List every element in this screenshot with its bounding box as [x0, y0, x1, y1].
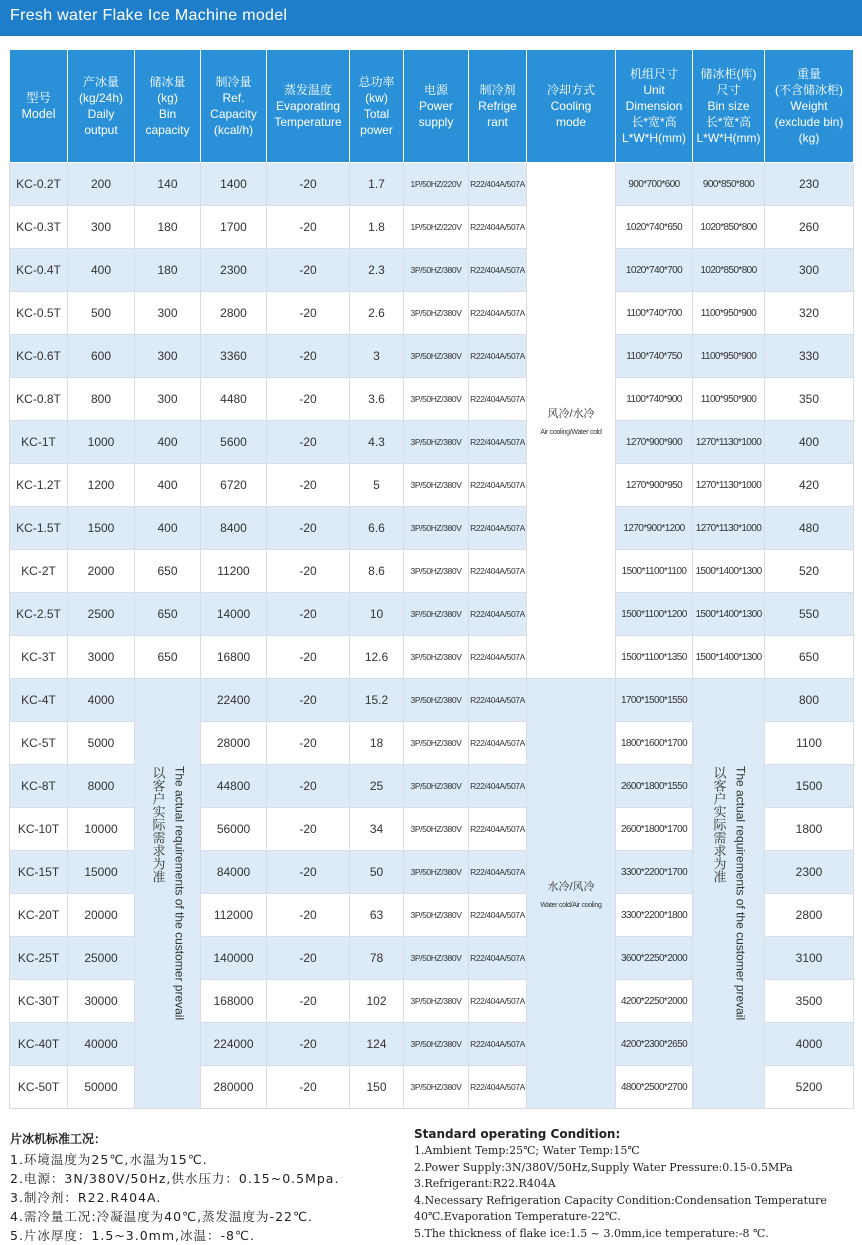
power-supply-cell: 3P/50HZ/380V: [404, 550, 469, 593]
ref-capacity-cell: 84000: [201, 851, 267, 894]
daily-output-cell: 1000: [68, 421, 135, 464]
header-unit-dimension: 机组尺寸 Unit Dimension 长*宽*高 L*W*H(mm): [616, 50, 693, 163]
refrigerant-cell: R22/404A/507A: [469, 765, 527, 808]
power-supply-cell: 3P/50HZ/380V: [404, 507, 469, 550]
bin-capacity-cell: 140: [135, 163, 201, 206]
table-row: [10, 292, 854, 335]
daily-output-cell: 15000: [68, 851, 135, 894]
table-row: [10, 679, 854, 722]
total-power-cell: 1.7: [350, 163, 404, 206]
total-power-cell: 1.8: [350, 206, 404, 249]
daily-output-cell: 50000: [68, 1066, 135, 1109]
bin-size-cell: 900*850*800: [693, 163, 765, 206]
unit-dimension-cell: 3300*2200*1700: [616, 851, 693, 894]
weight-cell: 260: [765, 206, 854, 249]
model-cell: KC-0.5T: [10, 292, 68, 335]
evaporating-temperature-cell: -20: [267, 378, 350, 421]
total-power-cell: 12.6: [350, 636, 404, 679]
bin-size-cell: 1020*850*800: [693, 249, 765, 292]
model-cell: KC-5T: [10, 722, 68, 765]
model-cell: KC-10T: [10, 808, 68, 851]
model-cell: KC-1.2T: [10, 464, 68, 507]
page-title: Fresh water Flake Ice Machine model: [10, 7, 288, 24]
bin-capacity-cell: 180: [135, 206, 201, 249]
unit-dimension-cell: 1270*900*1200: [616, 507, 693, 550]
ref-capacity-cell: 1700: [201, 206, 267, 249]
unit-dimension-cell: 3300*2200*1800: [616, 894, 693, 937]
table-row: [10, 378, 854, 421]
table-row: [10, 593, 854, 636]
bin-capacity-cell: 400: [135, 507, 201, 550]
daily-output-cell: 1500: [68, 507, 135, 550]
bin-size-cell: 1270*1130*1000: [693, 464, 765, 507]
model-cell: KC-2.5T: [10, 593, 68, 636]
unit-dimension-cell: 3600*2250*2000: [616, 937, 693, 980]
weight-cell: 4000: [765, 1023, 854, 1066]
model-cell: KC-1.5T: [10, 507, 68, 550]
bin-size-cell: 1500*1400*1300: [693, 550, 765, 593]
ref-capacity-cell: 22400: [201, 679, 267, 722]
weight-cell: 330: [765, 335, 854, 378]
total-power-cell: 10: [350, 593, 404, 636]
customer-note: [149, 766, 187, 1020]
power-supply-cell: 3P/50HZ/380V: [404, 980, 469, 1023]
refrigerant-cell: R22/404A/507A: [469, 851, 527, 894]
total-power-cell: 63: [350, 894, 404, 937]
weight-cell: 350: [765, 378, 854, 421]
header-power-supply: 电源 Power supply: [404, 50, 469, 163]
refrigerant-cell: R22/404A/507A: [469, 507, 527, 550]
total-power-cell: 5: [350, 464, 404, 507]
notes-zh-line: 4.需冷量工况:冷凝温度为40℃,蒸发温度为-22℃.: [10, 1209, 313, 1224]
daily-output-cell: 4000: [68, 679, 135, 722]
ref-capacity-cell: 140000: [201, 937, 267, 980]
notes-zh-line: 5.片冰厚度：1.5~3.0mm,冰温：-8℃.: [10, 1228, 255, 1243]
power-supply-cell: 3P/50HZ/380V: [404, 1023, 469, 1066]
ref-capacity-cell: 224000: [201, 1023, 267, 1066]
refrigerant-cell: R22/404A/507A: [469, 937, 527, 980]
model-cell: KC-20T: [10, 894, 68, 937]
daily-output-cell: 400: [68, 249, 135, 292]
unit-dimension-cell: 1800*1600*1700: [616, 722, 693, 765]
power-supply-cell: 3P/50HZ/380V: [404, 1066, 469, 1109]
daily-output-cell: 1200: [68, 464, 135, 507]
refrigerant-cell: R22/404A/507A: [469, 163, 527, 206]
cooling-mode-zh: 风冷/水冷: [547, 408, 595, 420]
power-supply-cell: 3P/50HZ/380V: [404, 464, 469, 507]
total-power-cell: 25: [350, 765, 404, 808]
table-row: [10, 206, 854, 249]
ref-capacity-cell: 6720: [201, 464, 267, 507]
table-row: [10, 464, 854, 507]
model-cell: KC-4T: [10, 679, 68, 722]
evaporating-temperature-cell: -20: [267, 894, 350, 937]
unit-dimension-cell: 4200*2300*2650: [616, 1023, 693, 1066]
model-cell: KC-0.8T: [10, 378, 68, 421]
bin-size-cell: 1100*950*900: [693, 335, 765, 378]
evaporating-temperature-cell: -20: [267, 421, 350, 464]
refrigerant-cell: R22/404A/507A: [469, 249, 527, 292]
daily-output-cell: 200: [68, 163, 135, 206]
total-power-cell: 3.6: [350, 378, 404, 421]
power-supply-cell: 1P/50HZ/220V: [404, 206, 469, 249]
header-ref-capacity: 制冷量 Ref. Capacity (kcal/h): [201, 50, 267, 163]
evaporating-temperature-cell: -20: [267, 636, 350, 679]
ref-capacity-cell: 16800: [201, 636, 267, 679]
model-cell: KC-0.4T: [10, 249, 68, 292]
weight-cell: 5200: [765, 1066, 854, 1109]
table-row: [10, 249, 854, 292]
evaporating-temperature-cell: -20: [267, 1066, 350, 1109]
ref-capacity-cell: 2300: [201, 249, 267, 292]
total-power-cell: 150: [350, 1066, 404, 1109]
ref-capacity-cell: 11200: [201, 550, 267, 593]
customer-note-zh: 以客户实际需求为准: [150, 766, 166, 884]
daily-output-cell: 30000: [68, 980, 135, 1023]
table-row: [10, 163, 854, 206]
power-supply-cell: 3P/50HZ/380V: [404, 894, 469, 937]
customer-note-zh: 以客户实际需求为准: [711, 766, 727, 884]
total-power-cell: 8.6: [350, 550, 404, 593]
unit-dimension-cell: 1500*1100*1200: [616, 593, 693, 636]
weight-cell: 480: [765, 507, 854, 550]
bin-size-cell: 1100*950*900: [693, 378, 765, 421]
customer-note-en: The actual requirements of the customer prevail: [733, 766, 748, 1021]
daily-output-cell: 300: [68, 206, 135, 249]
unit-dimension-cell: 900*700*600: [616, 163, 693, 206]
ref-capacity-cell: 3360: [201, 335, 267, 378]
power-supply-cell: 3P/50HZ/380V: [404, 679, 469, 722]
standard-conditions-en: [414, 1127, 854, 1242]
daily-output-cell: 2500: [68, 593, 135, 636]
table-row: [10, 335, 854, 378]
weight-cell: 650: [765, 636, 854, 679]
refrigerant-cell: R22/404A/507A: [469, 378, 527, 421]
notes-zh-line: 3.制冷剂：R22.R404A.: [10, 1190, 162, 1205]
weight-cell: 2800: [765, 894, 854, 937]
unit-dimension-cell: 1270*900*900: [616, 421, 693, 464]
evaporating-temperature-cell: -20: [267, 679, 350, 722]
refrigerant-cell: R22/404A/507A: [469, 206, 527, 249]
bin-capacity-cell: 400: [135, 421, 201, 464]
daily-output-cell: 20000: [68, 894, 135, 937]
notes-en-line: 3.Refrigerant:R22.R404A: [414, 1177, 556, 1190]
weight-cell: 1100: [765, 722, 854, 765]
bin-capacity-cell: 180: [135, 249, 201, 292]
bin-size-cell: 1270*1130*1000: [693, 507, 765, 550]
unit-dimension-cell: 1700*1500*1550: [616, 679, 693, 722]
evaporating-temperature-cell: -20: [267, 163, 350, 206]
evaporating-temperature-cell: -20: [267, 722, 350, 765]
bin-capacity-cell: 650: [135, 593, 201, 636]
cooling-mode-cell: [527, 163, 616, 679]
total-power-cell: 102: [350, 980, 404, 1023]
daily-output-cell: 10000: [68, 808, 135, 851]
bin-capacity-cell: 300: [135, 378, 201, 421]
total-power-cell: 2.6: [350, 292, 404, 335]
evaporating-temperature-cell: -20: [267, 507, 350, 550]
table-body: [10, 163, 854, 1109]
weight-cell: 550: [765, 593, 854, 636]
header-weight: 重量 (不含储冰柜) Weight (exclude bin) (kg): [765, 50, 854, 163]
power-supply-cell: 3P/50HZ/380V: [404, 378, 469, 421]
evaporating-temperature-cell: -20: [267, 765, 350, 808]
total-power-cell: 50: [350, 851, 404, 894]
header-bin-capacity: 储冰量 (kg) Bin capacity: [135, 50, 201, 163]
header-bin-size: 储冰柜(库) 尺寸 Bin size 长*宽*高 L*W*H(mm): [693, 50, 765, 163]
unit-dimension-cell: 4200*2250*2000: [616, 980, 693, 1023]
notes-en-line: 40℃.Evaporation Temperature-22℃.: [414, 1210, 621, 1223]
unit-dimension-cell: 1270*900*950: [616, 464, 693, 507]
daily-output-cell: 25000: [68, 937, 135, 980]
model-cell: KC-25T: [10, 937, 68, 980]
total-power-cell: 4.3: [350, 421, 404, 464]
ref-capacity-cell: 168000: [201, 980, 267, 1023]
cooling-mode-en: Air cooling/Water cold: [540, 429, 602, 436]
table-row: [10, 636, 854, 679]
weight-cell: 2300: [765, 851, 854, 894]
model-cell: KC-0.6T: [10, 335, 68, 378]
cooling-mode-en: Water cold/Air cooling: [540, 902, 602, 909]
evaporating-temperature-cell: -20: [267, 980, 350, 1023]
model-cell: KC-30T: [10, 980, 68, 1023]
total-power-cell: 34: [350, 808, 404, 851]
header-cooling-mode: 冷却方式 Cooling mode: [527, 50, 616, 163]
bin-capacity-cell: 400: [135, 464, 201, 507]
evaporating-temperature-cell: -20: [267, 851, 350, 894]
unit-dimension-cell: 1100*740*700: [616, 292, 693, 335]
refrigerant-cell: R22/404A/507A: [469, 894, 527, 937]
notes-en-line: 5.The thickness of flake ice:1.5 ~ 3.0mm,ice temperature:-8 ℃.: [414, 1226, 769, 1240]
refrigerant-cell: R22/404A/507A: [469, 593, 527, 636]
evaporating-temperature-cell: -20: [267, 292, 350, 335]
unit-dimension-cell: 1100*740*900: [616, 378, 693, 421]
evaporating-temperature-cell: -20: [267, 550, 350, 593]
model-cell: KC-0.3T: [10, 206, 68, 249]
ref-capacity-cell: 28000: [201, 722, 267, 765]
power-supply-cell: 3P/50HZ/380V: [404, 421, 469, 464]
evaporating-temperature-cell: -20: [267, 937, 350, 980]
refrigerant-cell: R22/404A/507A: [469, 722, 527, 765]
header-total-power: 总功率 (kw) Total power: [350, 50, 404, 163]
unit-dimension-cell: 1100*740*750: [616, 335, 693, 378]
daily-output-cell: 8000: [68, 765, 135, 808]
ref-capacity-cell: 280000: [201, 1066, 267, 1109]
bin-capacity-cell: 650: [135, 550, 201, 593]
unit-dimension-cell: 2600*1800*1700: [616, 808, 693, 851]
customer-note-en: The actual requirements of the customer prevail: [172, 766, 187, 1021]
power-supply-cell: 3P/50HZ/380V: [404, 249, 469, 292]
unit-dimension-cell: 4800*2500*2700: [616, 1066, 693, 1109]
refrigerant-cell: R22/404A/507A: [469, 980, 527, 1023]
header-model: 型号 Model: [10, 50, 68, 163]
ref-capacity-cell: 1400: [201, 163, 267, 206]
evaporating-temperature-cell: -20: [267, 464, 350, 507]
spec-table: [9, 49, 854, 1109]
model-cell: KC-1T: [10, 421, 68, 464]
daily-output-cell: 5000: [68, 722, 135, 765]
bin-size-cell: 1020*850*800: [693, 206, 765, 249]
weight-cell: 3100: [765, 937, 854, 980]
notes-en-line: 2.Power Supply:3N/380V/50Hz,Supply Water Pressure:0.15-0.5MPa: [414, 1160, 793, 1174]
header-refrigerant: 制冷剂 Refrige rant: [469, 50, 527, 163]
refrigerant-cell: R22/404A/507A: [469, 421, 527, 464]
power-supply-cell: 3P/50HZ/380V: [404, 765, 469, 808]
power-supply-cell: 3P/50HZ/380V: [404, 593, 469, 636]
refrigerant-cell: R22/404A/507A: [469, 335, 527, 378]
power-supply-cell: 3P/50HZ/380V: [404, 722, 469, 765]
power-supply-cell: 3P/50HZ/380V: [404, 937, 469, 980]
weight-cell: 420: [765, 464, 854, 507]
weight-cell: 320: [765, 292, 854, 335]
ref-capacity-cell: 5600: [201, 421, 267, 464]
power-supply-cell: 3P/50HZ/380V: [404, 808, 469, 851]
customer-note: [710, 766, 748, 1020]
total-power-cell: 15.2: [350, 679, 404, 722]
bin-size-cell: 1270*1130*1000: [693, 421, 765, 464]
header-daily-output: 产冰量 (kg/24h) Daily output: [68, 50, 135, 163]
total-power-cell: 6.6: [350, 507, 404, 550]
weight-cell: 800: [765, 679, 854, 722]
ref-capacity-cell: 2800: [201, 292, 267, 335]
power-supply-cell: 3P/50HZ/380V: [404, 335, 469, 378]
refrigerant-cell: R22/404A/507A: [469, 1023, 527, 1066]
evaporating-temperature-cell: -20: [267, 808, 350, 851]
bin-size-cell: 1100*950*900: [693, 292, 765, 335]
bin-capacity-note-cell: [135, 679, 201, 1109]
refrigerant-cell: R22/404A/507A: [469, 808, 527, 851]
evaporating-temperature-cell: -20: [267, 1023, 350, 1066]
daily-output-cell: 40000: [68, 1023, 135, 1066]
daily-output-cell: 600: [68, 335, 135, 378]
notes-en-line: 1.Ambient Temp:25℃; Water Temp:15℃: [414, 1144, 640, 1157]
power-supply-cell: 1P/50HZ/220V: [404, 163, 469, 206]
bin-capacity-cell: 650: [135, 636, 201, 679]
header-evaporating-temperature: 蒸发温度 Evaporating Temperature: [267, 50, 350, 163]
evaporating-temperature-cell: -20: [267, 335, 350, 378]
ref-capacity-cell: 44800: [201, 765, 267, 808]
ref-capacity-cell: 4480: [201, 378, 267, 421]
evaporating-temperature-cell: -20: [267, 206, 350, 249]
daily-output-cell: 800: [68, 378, 135, 421]
model-cell: KC-15T: [10, 851, 68, 894]
refrigerant-cell: R22/404A/507A: [469, 1066, 527, 1109]
model-cell: KC-8T: [10, 765, 68, 808]
power-supply-cell: 3P/50HZ/380V: [404, 292, 469, 335]
notes-en-title: Standard operating Condition:: [414, 1127, 621, 1141]
title-banner: [0, 0, 862, 36]
ref-capacity-cell: 8400: [201, 507, 267, 550]
model-cell: KC-3T: [10, 636, 68, 679]
cooling-mode-cell: [527, 679, 616, 1109]
evaporating-temperature-cell: -20: [267, 249, 350, 292]
model-cell: KC-40T: [10, 1023, 68, 1066]
notes-zh-line: 2.电源：3N/380V/50Hz,供水压力：0.15~0.5Mpa.: [10, 1171, 340, 1186]
ref-capacity-cell: 14000: [201, 593, 267, 636]
bin-capacity-cell: 300: [135, 335, 201, 378]
ref-capacity-cell: 112000: [201, 894, 267, 937]
daily-output-cell: 500: [68, 292, 135, 335]
weight-cell: 300: [765, 249, 854, 292]
weight-cell: 1800: [765, 808, 854, 851]
table-row: [10, 507, 854, 550]
refrigerant-cell: R22/404A/507A: [469, 550, 527, 593]
daily-output-cell: 3000: [68, 636, 135, 679]
refrigerant-cell: R22/404A/507A: [469, 464, 527, 507]
total-power-cell: 18: [350, 722, 404, 765]
model-cell: KC-0.2T: [10, 163, 68, 206]
refrigerant-cell: R22/404A/507A: [469, 292, 527, 335]
table-row: [10, 550, 854, 593]
notes-en-line: 4.Necessary Refrigeration Capacity Condition:Condensation Temperature: [414, 1193, 827, 1207]
model-cell: KC-50T: [10, 1066, 68, 1109]
weight-cell: 1500: [765, 765, 854, 808]
weight-cell: 3500: [765, 980, 854, 1023]
total-power-cell: 3: [350, 335, 404, 378]
power-supply-cell: 3P/50HZ/380V: [404, 636, 469, 679]
table-row: [10, 421, 854, 464]
bin-size-note-cell: [693, 679, 765, 1109]
ref-capacity-cell: 56000: [201, 808, 267, 851]
standard-conditions-zh: [10, 1130, 405, 1245]
notes-zh-title: 片冰机标准工况：: [10, 1132, 107, 1146]
daily-output-cell: 2000: [68, 550, 135, 593]
cooling-mode-label: [527, 405, 615, 436]
power-supply-cell: 3P/50HZ/380V: [404, 851, 469, 894]
unit-dimension-cell: 1020*740*650: [616, 206, 693, 249]
unit-dimension-cell: 1500*1100*1100: [616, 550, 693, 593]
unit-dimension-cell: 1500*1100*1350: [616, 636, 693, 679]
weight-cell: 520: [765, 550, 854, 593]
unit-dimension-cell: 1020*740*700: [616, 249, 693, 292]
notes-zh-line: 1.环境温度为25℃,水温为15℃.: [10, 1152, 208, 1167]
bin-capacity-cell: 300: [135, 292, 201, 335]
refrigerant-cell: R22/404A/507A: [469, 636, 527, 679]
model-cell: KC-2T: [10, 550, 68, 593]
refrigerant-cell: R22/404A/507A: [469, 679, 527, 722]
cooling-mode-zh: 水冷/风冷: [547, 881, 595, 893]
weight-cell: 400: [765, 421, 854, 464]
cooling-mode-label: [527, 878, 615, 909]
unit-dimension-cell: 2600*1800*1550: [616, 765, 693, 808]
total-power-cell: 78: [350, 937, 404, 980]
evaporating-temperature-cell: -20: [267, 593, 350, 636]
weight-cell: 230: [765, 163, 854, 206]
total-power-cell: 2.3: [350, 249, 404, 292]
bin-size-cell: 1500*1400*1300: [693, 593, 765, 636]
table-header-row: [10, 50, 854, 163]
bin-size-cell: 1500*1400*1300: [693, 636, 765, 679]
total-power-cell: 124: [350, 1023, 404, 1066]
